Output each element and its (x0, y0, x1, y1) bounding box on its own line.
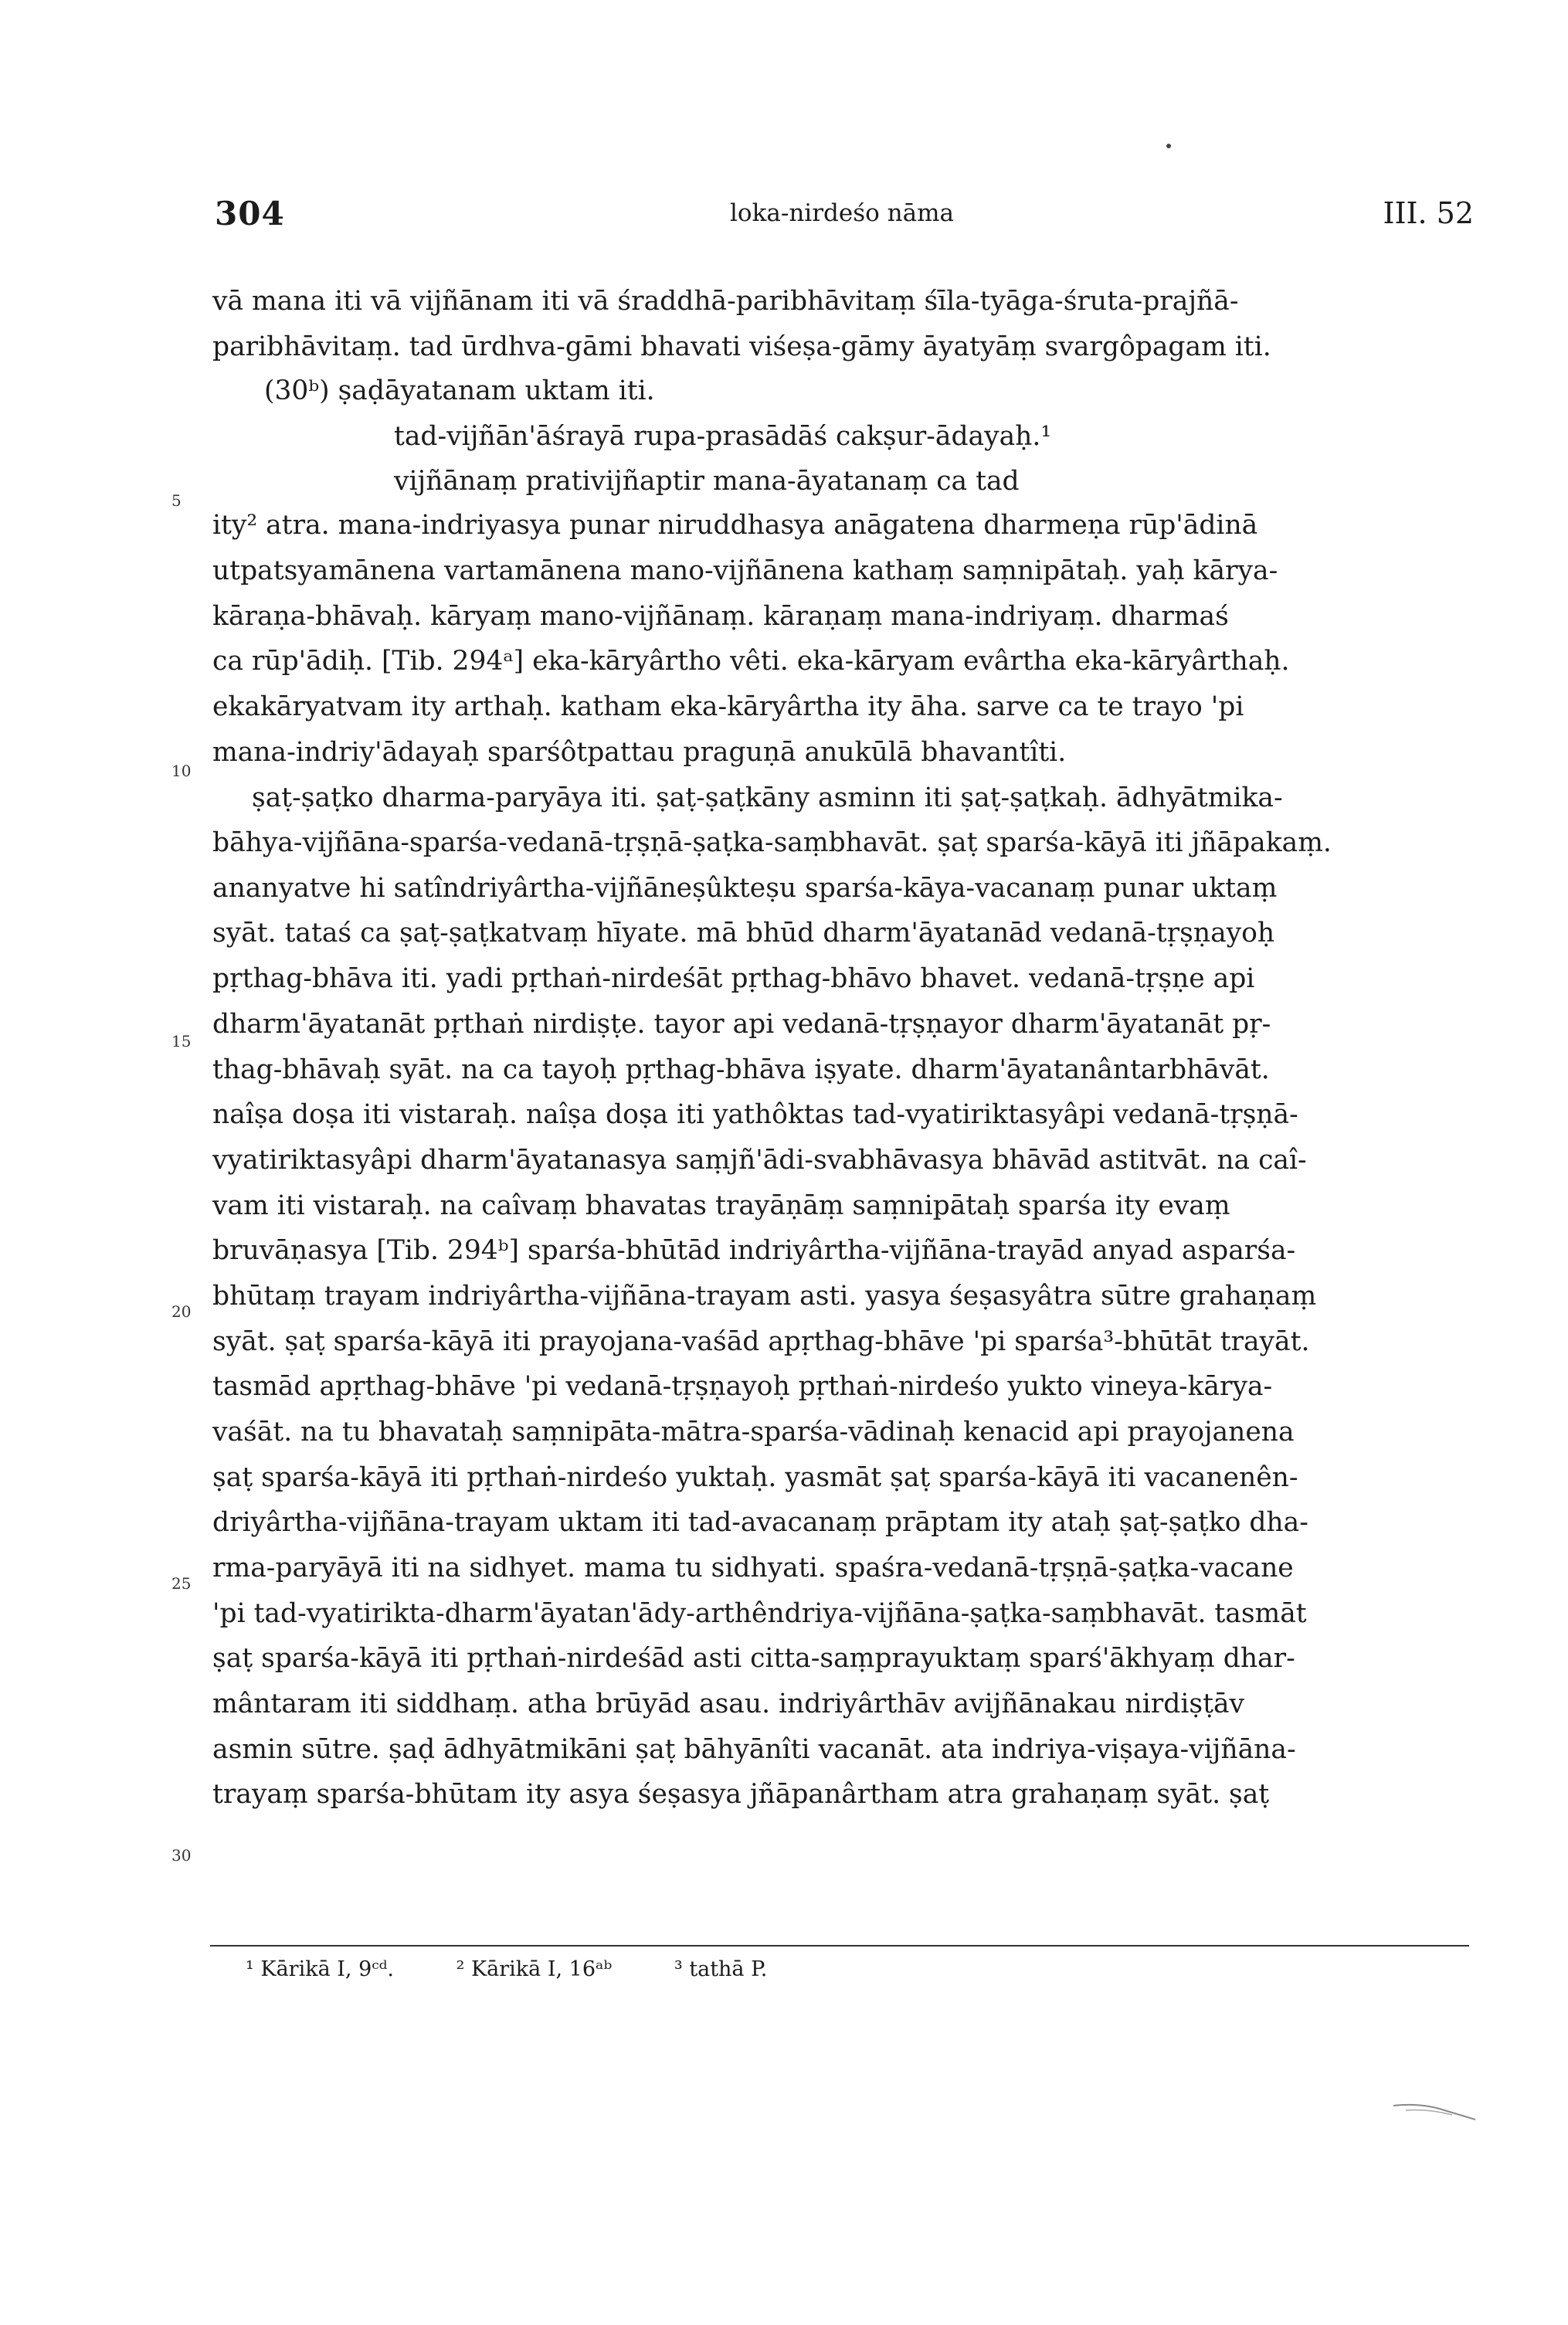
text-line: syāt. ṣaṭ sparśa-kāyā iti prayojana-vaśād apṛthag-bhāve 'pi sparśa³-bhūtāt trayāt. (212, 1326, 1310, 1357)
text-line: kāraṇa-bhāvaḥ. kāryaṃ mano-vijñānaṃ. kāraṇaṃ mana-indriyaṃ. dharmaś (212, 601, 1229, 632)
line-number: 10 (171, 762, 192, 780)
ink-speck (1166, 144, 1171, 148)
footnotes (246, 1954, 823, 1985)
text-line: tasmād apṛthag-bhāve 'pi vedanā-tṛṣṇayoḥ pṛthaṅ-nirdeśo yukto vineya-kārya- (212, 1371, 1273, 1402)
footnote-2: ² Kārikā I, 16ᵃᵇ (456, 1957, 613, 1981)
running-header (209, 190, 1475, 244)
running-title: loka-nirdeśo nāma (730, 199, 954, 227)
line-number: 20 (171, 1302, 192, 1321)
footnote-1: ¹ Kārikā I, 9ᶜᵈ. (246, 1957, 394, 1981)
text-line: trayaṃ sparśa-bhūtam ity asya śeṣasya jñāpanârtham atra grahaṇaṃ syāt. ṣaṭ (212, 1779, 1270, 1810)
text-line: vam iti vistaraḥ. na caîvaṃ bhavatas trayāṇāṃ saṃnipātaḥ sparśa ity evaṃ (212, 1190, 1230, 1221)
text-line: ṣaṭ sparśa-kāyā iti pṛthaṅ-nirdeśo yuktaḥ. yasmāt ṣaṭ sparśa-kāyā iti vacanenên- (212, 1462, 1298, 1493)
footnote-rule (210, 1945, 1469, 1947)
line-number: 30 (171, 1846, 192, 1865)
line-number: 5 (171, 491, 182, 510)
text-line: vā mana iti vā vijñānam iti vā śraddhā-paribhāvitaṃ śīla-tyāga-śruta-prajñā- (212, 286, 1239, 317)
text-line: pṛthag-bhāva iti. yadi pṛthaṅ-nirdeśāt pṛthag-bhāvo bhavet. vedanā-tṛṣṇe api (212, 963, 1255, 994)
line-number: 15 (171, 1032, 192, 1050)
text-line: syāt. tataś ca ṣaṭ-ṣaṭkatvaṃ hīyate. mā bhūd dharm'āyatanād vedanā-tṛṣṇayoḥ (212, 918, 1275, 949)
text-line: ṣaṭ sparśa-kāyā iti pṛthaṅ-nirdeśād asti citta-saṃprayuktaṃ sparś'ākhyaṃ dhar- (212, 1643, 1295, 1674)
page-number: 304 (215, 195, 285, 232)
text-line: driyârtha-vijñāna-trayam uktam iti tad-avacanaṃ prāptam ity ataḥ ṣaṭ-ṣaṭko dha- (212, 1507, 1308, 1538)
text-line: bāhya-vijñāna-sparśa-vedanā-tṛṣṇā-ṣaṭka-saṃbhavāt. ṣaṭ sparśa-kāyā iti jñāpakaṃ. (212, 827, 1332, 858)
text-line: ṣaṭ-ṣaṭko dharma-paryāya iti. ṣaṭ-ṣaṭkāny asminn iti ṣaṭ-ṣaṭkaḥ. ādhyātmika- (252, 782, 1283, 813)
text-line: naîṣa doṣa iti vistaraḥ. naîṣa doṣa iti yathôktas tad-vyatiriktasyâpi vedanā-tṛṣṇā- (212, 1099, 1298, 1130)
pencil-mark (1390, 2095, 1483, 2126)
text-line: dharm'āyatanāt pṛthaṅ nirdiṣṭe. tayor api vedanā-tṛṣṇayor dharm'āyatanāt pṛ- (212, 1009, 1271, 1040)
text-line: ca rūp'ādiḥ. [Tib. 294ᵃ] eka-kāryârtho vêti. eka-kāryam evârtha eka-kāryârthaḥ. (212, 646, 1290, 677)
text-line: mântaram iti siddhaṃ. atha brūyād asau. indriyârthāv avijñānakau nirdiṣṭāv (212, 1689, 1245, 1719)
footnote-3: ³ tathā P. (674, 1957, 768, 1981)
verse-line: tad-vijñān'āśrayā rupa-prasādāś cakṣur-ādayaḥ.¹ (394, 421, 1052, 452)
text-line: vyatiriktasyâpi dharm'āyatanasya saṃjñ'ādi-svabhāvasya bhāvād astitvāt. na caî- (212, 1145, 1307, 1176)
text-line: thag-bhāvaḥ syāt. na ca tayoḥ pṛthag-bhāva iṣyate. dharm'āyatanântarbhāvāt. (212, 1054, 1270, 1085)
text-line: bhūtaṃ trayam indriyârtha-vijñāna-trayam asti. yasya śeṣasyâtra sūtre grahaṇaṃ (212, 1281, 1317, 1312)
line-number: 25 (171, 1574, 192, 1593)
text-line: asmin sūtre. ṣaḍ ādhyātmikāni ṣaṭ bāhyānîti vacanāt. ata indriya-viṣaya-vijñāna- (212, 1734, 1296, 1765)
text-line: paribhāvitaṃ. tad ūrdhva-gāmi bhavati viśeṣa-gāmy āyatyāṃ svargôpagam iti. (212, 331, 1271, 362)
text-line: ananyatve hi satîndriyârtha-vijñāneṣûkteṣu sparśa-kāya-vacanaṃ punar uktaṃ (212, 873, 1278, 904)
section-number: III. 52 (1383, 196, 1474, 230)
text-line: 'pi tad-vyatirikta-dharm'āyatan'ādy-arthêndriya-vijñāna-ṣaṭka-saṃbhavāt. tasmāt (212, 1598, 1307, 1629)
text-line: ity² atra. mana-indriyasya punar niruddhasya anāgatena dharmeṇa rūp'ādinā (212, 510, 1258, 541)
text-line: vaśāt. na tu bhavataḥ saṃnipāta-mātra-sparśa-vādinaḥ kenacid api prayojanena (212, 1417, 1295, 1448)
text-line: rma-paryāyā iti na sidhyet. mama tu sidhyati. spaśra-vedanā-tṛṣṇā-ṣaṭka-vacane (212, 1553, 1294, 1583)
text-line: bruvāṇasya [Tib. 294ᵇ] sparśa-bhūtād indriyârtha-vijñāna-trayād anyad asparśa- (212, 1235, 1296, 1266)
text-line: utpatsyamānena vartamānena mano-vijñānena kathaṃ saṃnipātaḥ. yaḥ kārya- (212, 555, 1278, 586)
text-line: ekakāryatvam ity arthaḥ. katham eka-kāryârtha ity āha. sarve ca te trayo 'pi (212, 691, 1244, 722)
verse-line: vijñānaṃ prativijñaptir mana-āyatanaṃ ca tad (394, 466, 1020, 497)
text-line: mana-indriy'ādayaḥ sparśôtpattau praguṇā anukūlā bhavantîti. (212, 737, 1067, 768)
text-line: (30ᵇ) ṣaḍāyatanam uktam iti. (264, 375, 655, 406)
